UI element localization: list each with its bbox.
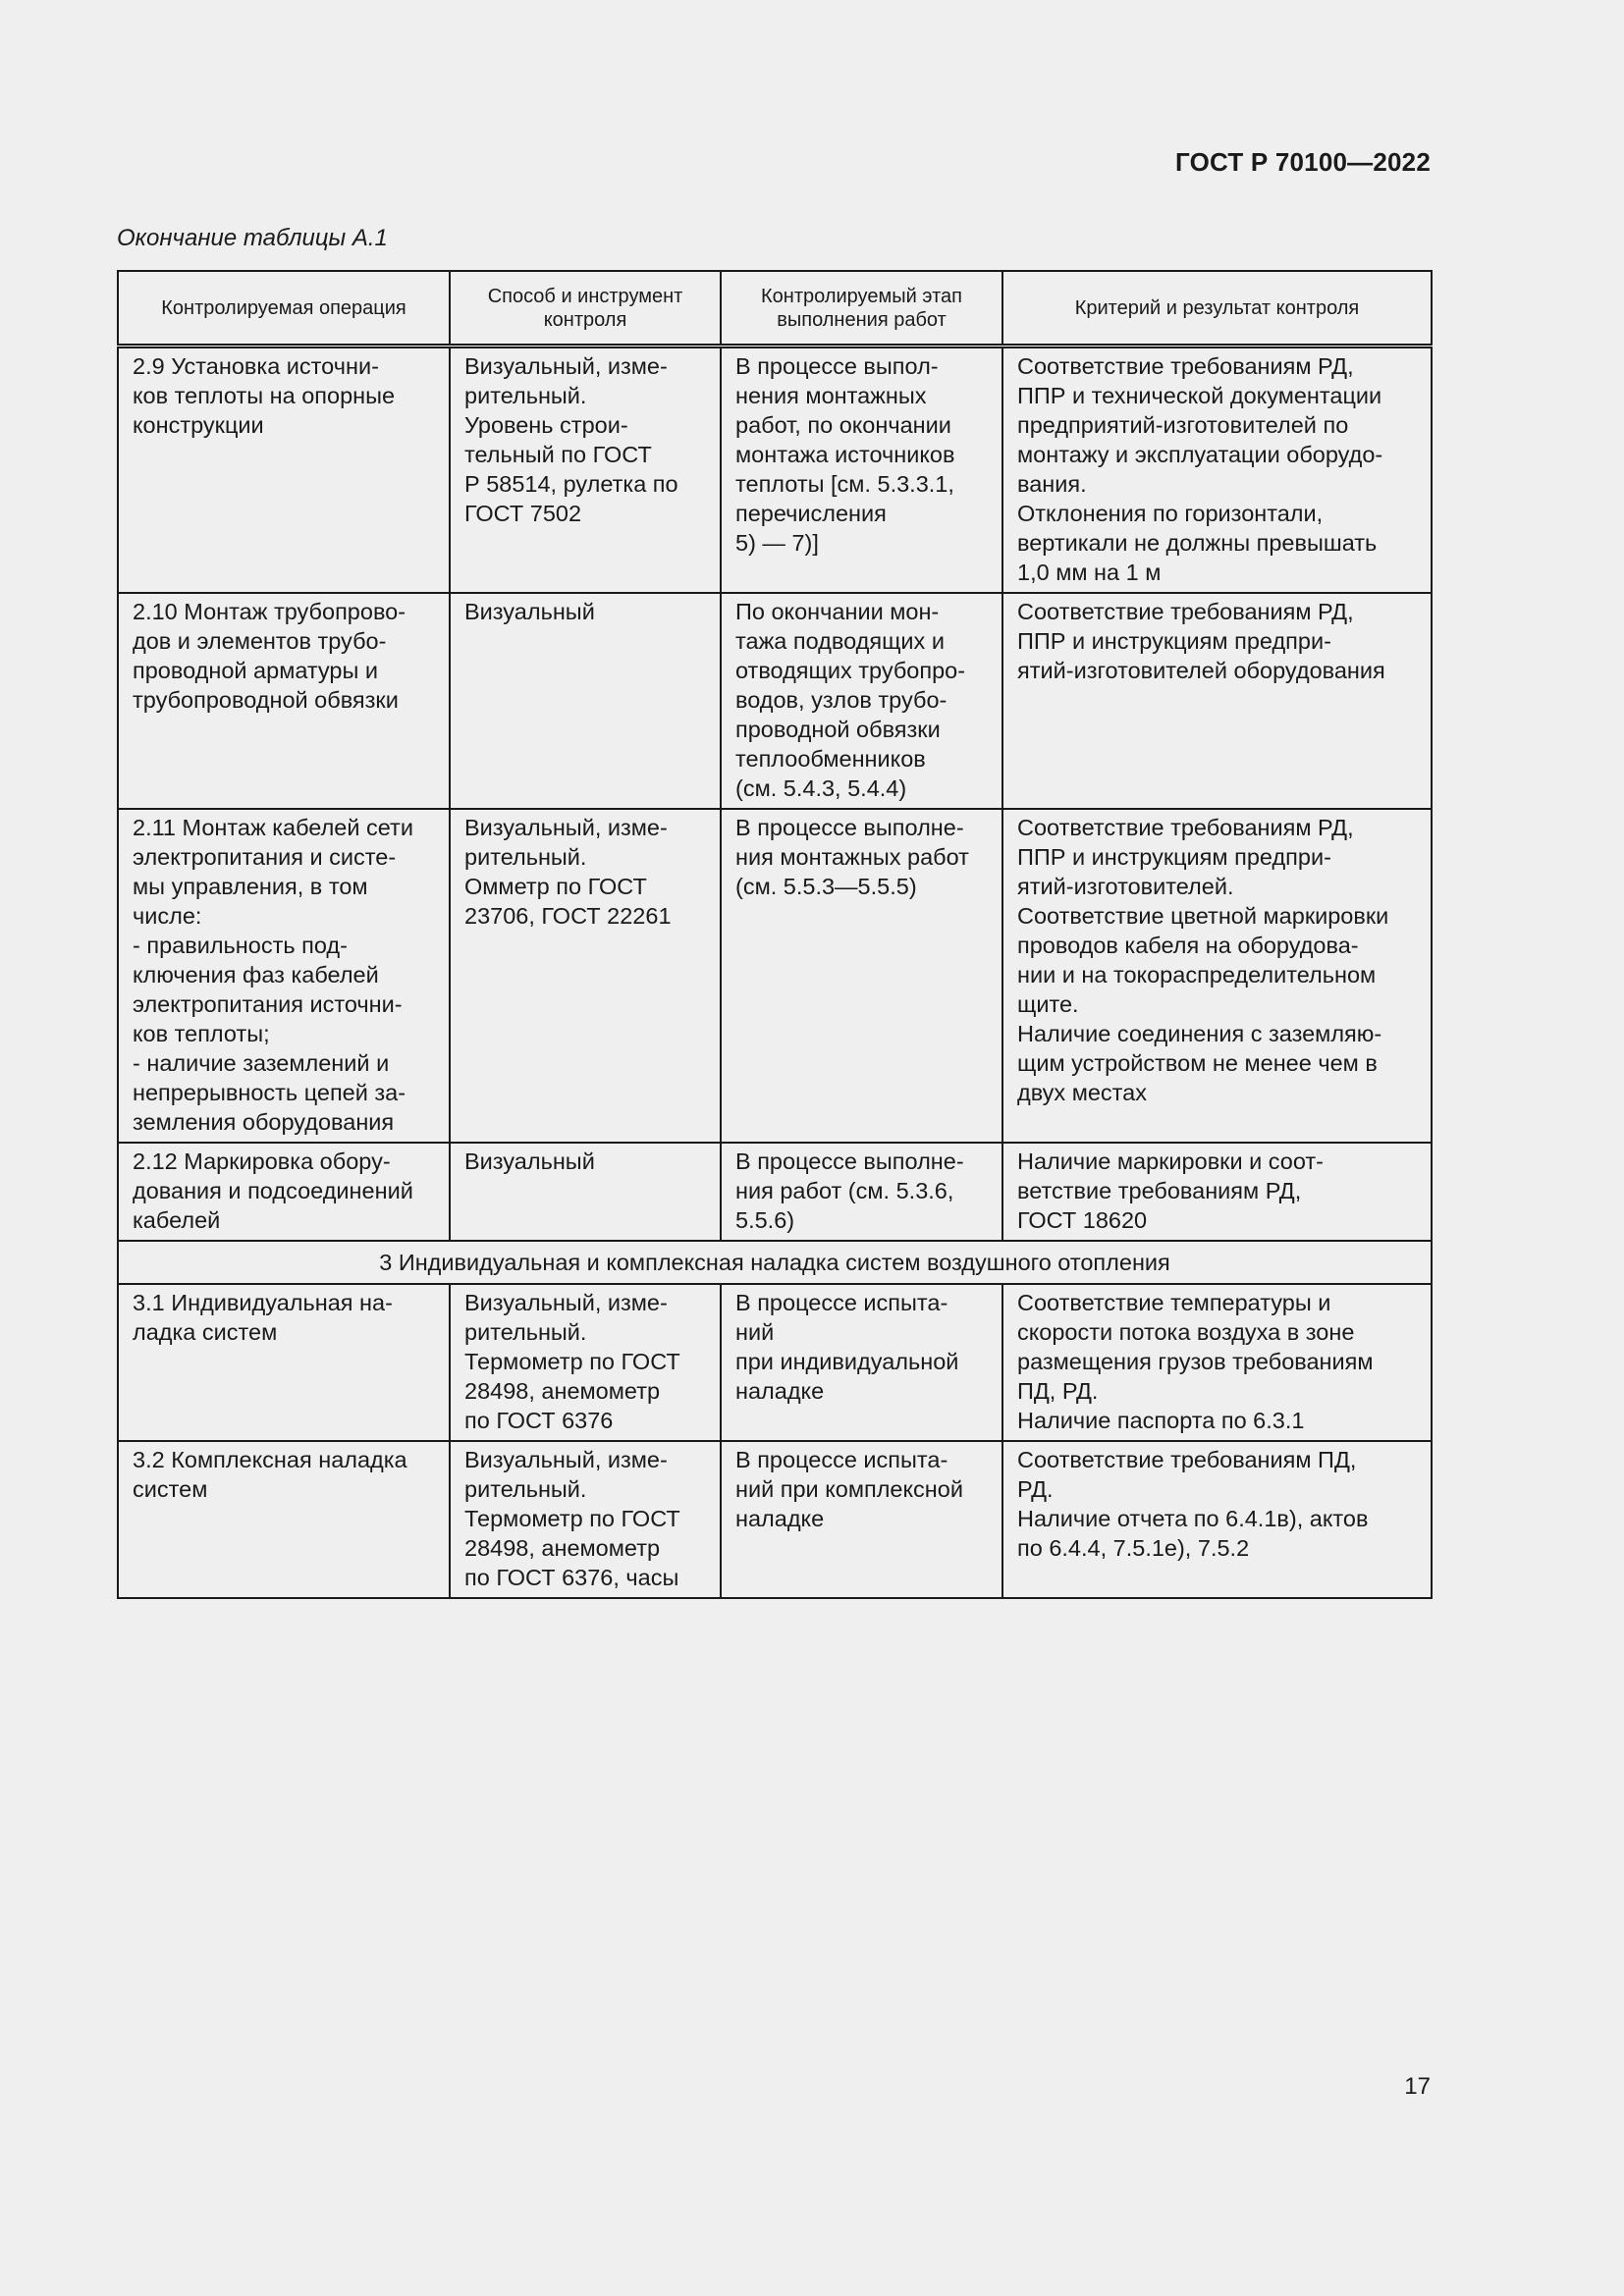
cell-stage: В процессе выполне- ния работ (см. 5.3.6, 5.5.6) xyxy=(721,1143,1002,1241)
cell-stage: В процессе испыта- ний при комплексной наладке xyxy=(721,1441,1002,1598)
cell-operation: 2.9 Установка источни- ков теплоты на опорные конструкции xyxy=(118,347,450,594)
column-header-method: Способ и инструмент контроля xyxy=(450,271,721,347)
cell-method: Визуальный, изме- рительный. Термометр по ГОСТ 28498, анемометр по ГОСТ 6376 xyxy=(450,1284,721,1441)
cell-criterion: Соответствие требованиям РД, ППР и технической документации предприятий-изготовителей по монтажу и эксплуатации оборудо- вания. Отклонения по горизонтали, вертикали не должны превышать 1,0 мм на 1 м xyxy=(1002,347,1432,594)
table-row xyxy=(118,1441,1432,1598)
cell-criterion: Наличие маркировки и соот- ветствие требованиям РД, ГОСТ 18620 xyxy=(1002,1143,1432,1241)
cell-criterion: Соответствие требованиям РД, ППР и инструкциям предпри- ятий-изготовителей. Соответствие цветной маркировки проводов кабеля на оборудова- нии и на токораспределительном щите. Наличие соединения с заземляю- щим устройством не менее чем в двух местах xyxy=(1002,809,1432,1143)
table-row xyxy=(118,1284,1432,1441)
column-header-criterion: Критерий и результат контроля xyxy=(1002,271,1432,347)
table-row xyxy=(118,1143,1432,1241)
cell-method: Визуальный, изме- рительный. Омметр по ГОСТ 23706, ГОСТ 22261 xyxy=(450,809,721,1143)
cell-operation: 2.10 Монтаж трубопрово- дов и элементов трубо- проводной арматуры и трубопроводной обвязки xyxy=(118,593,450,809)
cell-operation: 2.11 Монтаж кабелей сети электропитания и систе- мы управления, в том числе: - правильность под- ключения фаз кабелей электропитания источни- ков теплоты; - наличие заземлений и непрерывность цепей за- земления оборудования xyxy=(118,809,450,1143)
table-section-row xyxy=(118,1241,1432,1284)
cell-operation: 3.1 Индивидуальная на- ладка систем xyxy=(118,1284,450,1441)
section-title: 3 Индивидуальная и комплексная наладка систем воздушного отопления xyxy=(118,1241,1432,1284)
cell-method: Визуальный, изме- рительный. Термометр по ГОСТ 28498, анемометр по ГОСТ 6376, часы xyxy=(450,1441,721,1598)
cell-criterion: Соответствие требованиям РД, ППР и инструкциям предпри- ятий-изготовителей оборудования xyxy=(1002,593,1432,809)
page-number: 17 xyxy=(1404,2073,1431,2100)
cell-operation: 3.2 Комплексная наладка систем xyxy=(118,1441,450,1598)
cell-operation: 2.12 Маркировка обору- дования и подсоединений кабелей xyxy=(118,1143,450,1241)
column-header-stage: Контролируемый этап выполнения работ xyxy=(721,271,1002,347)
table-row xyxy=(118,809,1432,1143)
cell-stage: В процессе испыта- ний при индивидуальной наладке xyxy=(721,1284,1002,1441)
cell-criterion: Соответствие требованиям ПД, РД. Наличие отчета по 6.4.1в), актов по 6.4.4, 7.5.1е), 7.5.2 xyxy=(1002,1441,1432,1598)
table-row xyxy=(118,347,1432,594)
cell-stage: В процессе выполне- ния монтажных работ (см. 5.5.3—5.5.5) xyxy=(721,809,1002,1143)
table-row xyxy=(118,593,1432,809)
cell-method: Визуальный xyxy=(450,593,721,809)
column-header-operation: Контролируемая операция xyxy=(118,271,450,347)
cell-stage: По окончании мон- тажа подводящих и отводящих трубопро- водов, узлов трубо- проводной обвязки теплообменников (см. 5.4.3, 5.4.4) xyxy=(721,593,1002,809)
table-caption: Окончание таблицы А.1 xyxy=(117,225,388,251)
document-code: ГОСТ Р 70100—2022 xyxy=(1175,147,1431,177)
cell-method: Визуальный, изме- рительный. Уровень строи- тельный по ГОСТ Р 58514, рулетка по ГОСТ 7502 xyxy=(450,347,721,594)
control-table xyxy=(117,270,1433,1599)
cell-method: Визуальный xyxy=(450,1143,721,1241)
table-header-row xyxy=(118,271,1432,347)
cell-stage: В процессе выпол- нения монтажных работ, по окончании монтажа источников теплоты [см. 5.3.3.1, перечисления 5) — 7)] xyxy=(721,347,1002,594)
cell-criterion: Соответствие температуры и скорости потока воздуха в зоне размещения грузов требованиям ПД, РД. Наличие паспорта по 6.3.1 xyxy=(1002,1284,1432,1441)
